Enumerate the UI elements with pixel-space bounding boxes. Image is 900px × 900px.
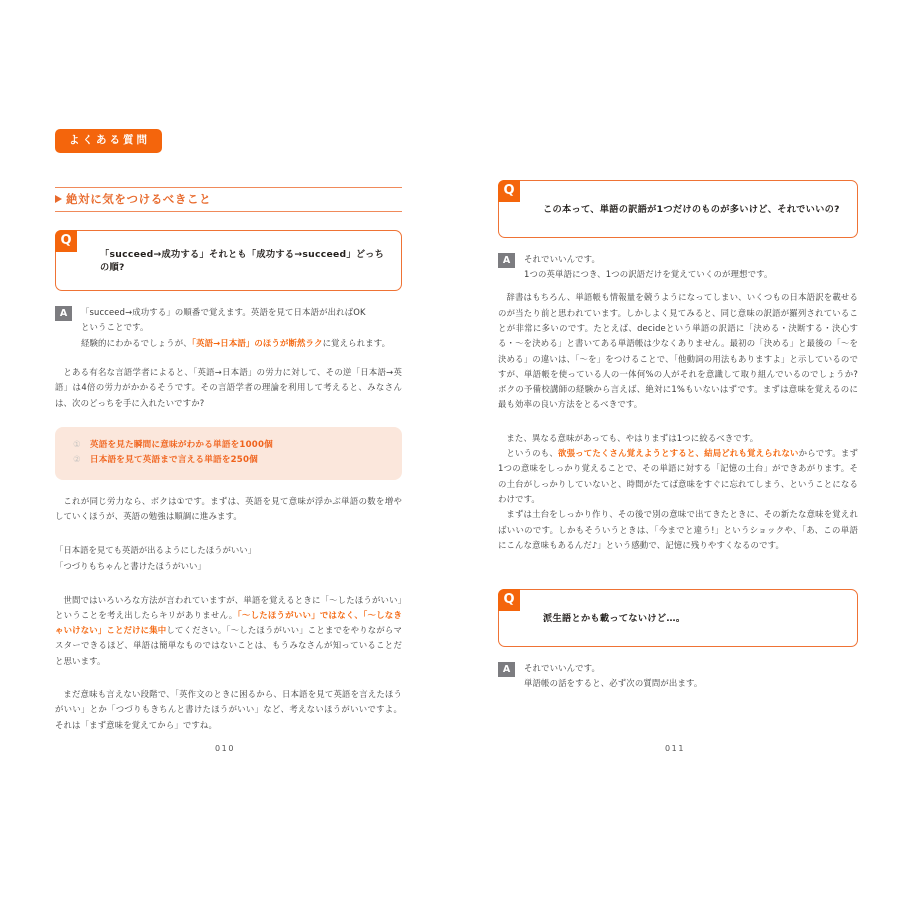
paragraph-2: これが同じ労力なら、ボクは①です。まずは、英語を見て意味が浮かぶ単語の数を増やしていくほうが、英語の勉強は順調に進みます。 xyxy=(55,495,402,522)
list-item xyxy=(73,438,386,453)
list-item xyxy=(73,453,386,468)
quote-line-1: 「日本語を見ても英語が出るようにしたほうがいい」 xyxy=(55,544,256,555)
answer-line-2: ということです。 xyxy=(81,322,149,333)
list-item-number: ② xyxy=(73,454,81,465)
spacer xyxy=(55,351,402,365)
answer-line-3-highlight: 「英語→日本語」のほうが断然ラク xyxy=(191,337,323,348)
paragraph-3-highlight: 欲張ってたくさん覚えようとすると、結局どれも覚えられない xyxy=(557,448,799,459)
question-box-3 xyxy=(498,589,858,647)
paragraph-1: 辞書はもちろん、単語帳も情報量を競うようになってしまい、いくつもの日本語訳を載せるのが当たり前と思われています。しかしよく見てみると、同じ意味の訳語が羅列されていることが非常に多いのです。たとえば、decideという単語の訳語に「決める・決断する・決心する・〜を決める」と書いてある単語帳は少なくありません。最初の「決める」と最後の「〜を決める」の違いは、「〜を」をつけることで、「他動詞の用法もありますよ」と示しているのですが、単語帳を使っている人の一体何%の人がそれを意識して取り組んでいるのでしょうか? ボクの予備校講師の経験から言えば、絶対に1%もいないはずです。まずは意味を覚えるのに最も効率の良い方法をとるべきです。 xyxy=(498,292,858,410)
section-heading-text: 絶対に気をつけるべきこと xyxy=(66,191,212,206)
spacer xyxy=(55,575,402,593)
quote-line-2: 「つづりもちゃんと書けたほうがいい」 xyxy=(55,560,206,571)
spacer xyxy=(498,553,858,571)
answer-line-1: それでいいんです。 xyxy=(524,662,601,673)
question-box-2 xyxy=(498,180,858,238)
paragraph-1: とある有名な言語学者によると、「英語→日本語」の労力に対して、その逆「日本語→英語」は4倍の労力がかかるそうです。その言語学者の理論を利用して考えると、みなさんは、次のどっちを手に入れたいですか? xyxy=(55,367,402,408)
answer-block-1 xyxy=(498,252,858,283)
faq-tab-label: よくある質問 xyxy=(55,129,162,153)
section-heading xyxy=(55,187,402,212)
page-number-left: 010 xyxy=(214,744,236,753)
q-badge: Q xyxy=(498,589,520,611)
paragraph-3-highlight: 「〜したほうがいい」ではなく、「〜しなきゃいけない」ことだけに集中 xyxy=(55,609,402,636)
q-badge: Q xyxy=(55,230,77,252)
answer-line-3-post: に覚えられます。 xyxy=(322,337,391,348)
paragraph-3-post: からです。まず1つの意味をしっかり覚えることで、その単語に対する「記憶の土台」ができあがります。その土台がしっかりしていないと、時間がたてば意味をすぐに忘れてしまう、ということになるわけです。 xyxy=(498,448,859,504)
list-item-number: ① xyxy=(73,439,81,450)
spacer xyxy=(55,525,402,543)
paragraph-3 xyxy=(55,593,402,669)
question-box-1 xyxy=(55,230,402,292)
answer-body xyxy=(524,252,858,283)
page-number-right: 011 xyxy=(664,744,686,753)
spacer xyxy=(55,669,402,687)
answer-line-1: 「succeed→成功する」の順番で覚えます。英語を見て日本語が出ればOK xyxy=(81,307,366,318)
answer-block-2 xyxy=(498,661,858,692)
paragraph-4: まずは土台をしっかり作り、その後で別の意味で出てきたときに、その新たな意味を覚えればいいのです。しかもそういうときは、「今までと違う!」というショックや、「あ、この単語にこんな意味もあるんだ♪」という感動で、記憶に残りやすくなるのです。 xyxy=(498,509,858,550)
answer-line-3-pre: 経験的にわかるでしょうが、 xyxy=(81,337,192,348)
numbered-choice-list xyxy=(55,427,402,480)
answer-body xyxy=(81,305,402,351)
spacer xyxy=(498,282,858,290)
paragraph-2: また、異なる意味があっても、やはりまずは1つに絞るべきです。 xyxy=(506,432,759,443)
paragraph-3-part-a: 世間ではいろいろな方法が言われていますが、単語を覚えるときに「〜したほうがいい」ということを考え出したらキリがありません。 xyxy=(55,594,402,620)
answer-line-3 xyxy=(81,336,402,351)
answer-line-2: 単語帳の話をすると、必ず次の質問が出ます。 xyxy=(524,678,703,689)
question-text: 「succeed→成功する」それとも「成功する→succeed」どっちの順? xyxy=(100,248,385,274)
question-text: 派生語とかも載ってないけど…。 xyxy=(543,613,686,625)
paragraph-4: まだ意味も言えない段階で、「英作文のときに困るから、日本語を見て英語を言えたほうがいい」とか「つづりもきちんと書けたほうがいい」など、考えないほうがいいですよ。それは「まず意味を覚えてから」ですね。 xyxy=(55,689,402,730)
list-item-text: 英語を見た瞬間に意味がわかる単語を1000個 xyxy=(89,439,273,450)
list-item-text: 日本語を見て英語まで言える単語を250個 xyxy=(89,454,258,465)
q-badge: Q xyxy=(498,180,520,202)
paragraph-3-pre: というのも、 xyxy=(506,448,558,459)
right-page xyxy=(450,0,900,900)
a-badge: A xyxy=(498,662,515,677)
answer-body xyxy=(524,661,858,692)
answer-line-2: 1つの英単語につき、1つの訳語だけを覚えていくのが理想です。 xyxy=(524,269,773,280)
answer-block-1 xyxy=(55,305,402,351)
answer-line-1: それでいいんです。 xyxy=(524,253,601,264)
question-text: この本って、単語の訳語が1つだけのものが多いけど、それでいいの? xyxy=(543,204,840,215)
paragraph-3-part-b: してください。「〜したほうがいい」ことまでをやりながらマスターできるほど、単語は簡単なものではないことは、もうみなさんが知っていることだと思います。 xyxy=(55,625,402,666)
a-badge: A xyxy=(498,253,515,268)
spacer xyxy=(498,413,858,431)
a-badge: A xyxy=(55,306,72,321)
triangle-bullet-icon xyxy=(55,195,62,203)
paragraph-3 xyxy=(498,446,858,507)
spacer xyxy=(55,480,402,494)
